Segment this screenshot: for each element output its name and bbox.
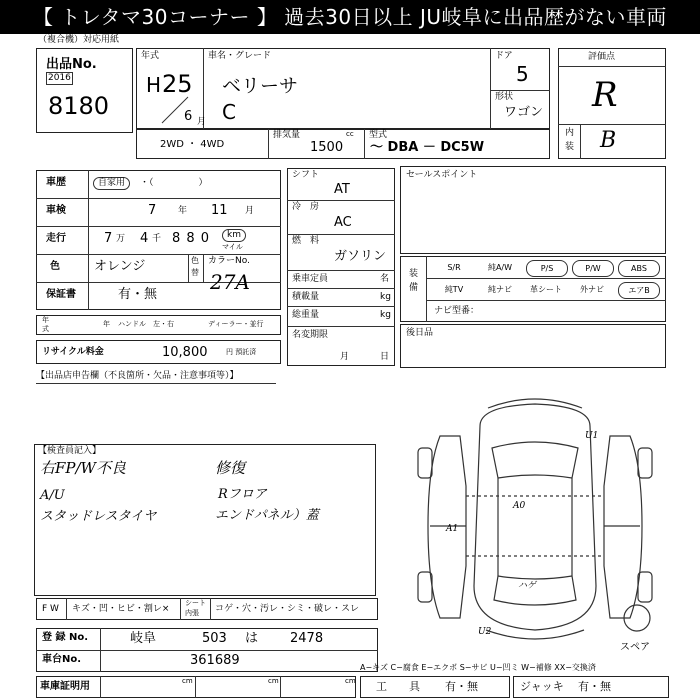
jack-value: 有・無	[578, 680, 611, 693]
color-change-2: 替	[191, 268, 199, 277]
shift-label: シフト	[292, 170, 320, 180]
equipment-item: ABS	[618, 260, 660, 277]
year-model-unit: 年	[103, 320, 110, 328]
color-change-1: 色	[191, 256, 199, 265]
displacement: 1500	[310, 140, 344, 155]
later-label: 後日品	[406, 328, 434, 338]
dealer: ディーラー・並行	[208, 320, 264, 328]
equipment-item: 純ナビ	[488, 285, 512, 294]
model-month: 6	[184, 109, 193, 124]
form-note: （複合機）対応用紙	[38, 35, 120, 45]
inspector-label: 【検査員記入】	[38, 446, 102, 456]
inspector-note-1a: 右FP/W不良	[40, 459, 126, 477]
name-change-month: 月	[340, 352, 350, 362]
score-label: 評価点	[588, 52, 616, 62]
sales-point-label: セールスポイント	[406, 170, 478, 180]
mileage-rest: 8 8 0	[172, 231, 211, 246]
tools-value: 有・無	[445, 680, 478, 693]
registration-number: 2478	[290, 631, 324, 646]
history-label: 車歴	[46, 177, 66, 188]
spare-label: スペア	[620, 642, 650, 653]
chassis-number: 361689	[190, 653, 240, 668]
shift-value: AT	[334, 182, 350, 197]
inspector-note-2b: Rフロア	[218, 487, 267, 502]
interior-label-2: 装	[565, 142, 575, 152]
capacity-unit: 名	[380, 274, 390, 284]
tools-label: 工 具	[376, 680, 420, 693]
man-unit: 万	[116, 234, 126, 244]
equipment-item: 外ナビ	[580, 285, 604, 294]
damage-legend: A−キズ C−腐食 E−エクボ S−サビ U−凹ミ W−補修 XX−交換済	[360, 663, 596, 672]
cert-label: 車庫証明用	[40, 681, 90, 692]
model-code: ～ DBA － DC5W	[370, 140, 485, 155]
registration-kana: は	[245, 631, 259, 646]
ac-value: AC	[334, 215, 352, 230]
recycle-unit: 円 預託済	[226, 348, 257, 356]
displacement-label: 排気量	[273, 130, 301, 140]
page-banner: 【 トレタマ30コーナー 】 過去30日以上 JU岐阜に出品歴がない車両	[0, 0, 700, 34]
inspector-note-3b: エンドパネル）蓋	[215, 508, 319, 523]
registration-label: 登 録 No.	[42, 632, 89, 643]
doors: 5	[516, 62, 529, 86]
inspector-note-1b: 修復	[215, 459, 246, 477]
inspection-month: 11	[211, 203, 228, 218]
damage-mark-center: A0	[513, 501, 526, 511]
fuel-value: ガソリン	[334, 249, 387, 264]
later-box	[400, 324, 666, 368]
rear-bumper	[486, 630, 584, 639]
doors-label: ドア	[495, 51, 513, 61]
color-value: オレンジ	[94, 259, 146, 274]
drive-type: 2WD ・ 4WD	[160, 139, 225, 150]
mile-unit: マイル	[222, 243, 243, 251]
inspection-year: 7	[148, 203, 157, 218]
equipment-item: 純A/W	[487, 263, 513, 272]
mileage-label: 走行	[46, 233, 66, 244]
grade: C	[222, 100, 236, 124]
chassis-label: 車台No.	[42, 654, 82, 665]
capacity-label: 乗車定員	[292, 274, 329, 284]
car-body-outline	[474, 404, 599, 630]
warranty-label: 保証書	[46, 289, 76, 300]
year-divider-icon	[160, 95, 193, 125]
fw-items: キズ・凹・ヒビ・割レ×	[72, 604, 170, 614]
year-label: 年式	[141, 51, 160, 61]
color-label: 色	[50, 261, 60, 272]
equipment-item: S/R	[447, 263, 461, 272]
equipment-item: P/S	[526, 260, 568, 277]
damage-mark-u1: U1	[585, 431, 599, 441]
km-unit: km	[222, 229, 246, 242]
cert-unit-2: cm	[268, 677, 279, 685]
car-name-label: 車名・グレード	[208, 51, 272, 61]
equipment-item: エアB	[618, 282, 660, 299]
color-no-label: カラーNo.	[208, 256, 250, 266]
name-change-label: 名変期限	[292, 330, 329, 340]
car-diagram	[400, 386, 670, 662]
registration-place: 岐阜	[130, 631, 157, 646]
right-side-outline	[604, 436, 642, 618]
seat-label-2: 内張	[185, 609, 199, 617]
sen-unit: 千	[152, 234, 162, 244]
equipment-label-1: 装	[409, 269, 419, 279]
interior-items: コゲ・穴・汚レ・シミ・破レ・スレ	[215, 604, 360, 614]
warranty-value: 有・無	[118, 287, 158, 302]
damage-mark-a1: A1	[446, 524, 459, 534]
color-number: 27A	[210, 270, 250, 294]
recycle-label: リサイクル料金	[42, 347, 104, 357]
score: R	[592, 75, 618, 115]
inspection-label: 車検	[46, 205, 66, 216]
mileage-sen: 4	[140, 231, 149, 246]
gross-unit: kg	[380, 310, 391, 320]
cert-unit-1: cm	[182, 677, 193, 685]
inspection-year-unit: 年	[178, 206, 188, 216]
name-change-day: 日	[380, 352, 390, 362]
inspector-note-2a: A/U	[40, 488, 65, 503]
history-value: 自家用	[93, 177, 130, 190]
inspector-note-3a: スタッドレスタイヤ	[40, 509, 157, 524]
registration-class: 503	[202, 631, 227, 646]
windshield	[492, 442, 578, 478]
declaration-label: 【出品店申告欄（不良箇所・欠品・注意事項等）】	[36, 371, 239, 381]
equipment-item: 革シート	[530, 285, 562, 294]
load-label: 積載量	[292, 292, 320, 302]
handle: ハンドル 左・右	[118, 320, 174, 328]
navi-model: ナビ型番：	[434, 306, 480, 316]
era: H	[146, 73, 162, 97]
mileage-man: 7	[104, 231, 113, 246]
ac-label: 冷 房	[292, 202, 320, 212]
shape-label: 形状	[495, 92, 514, 102]
interior-label-1: 内	[565, 128, 575, 138]
cert-unit-3: cm	[345, 677, 356, 685]
lot-label: 出品No.	[46, 57, 97, 72]
year-model-label-1: 年	[42, 316, 49, 324]
lot-number: 8180	[48, 92, 110, 120]
inspection-month-unit: 月	[245, 206, 255, 216]
wheel-rl	[418, 572, 432, 602]
year-model-label-2: 式	[42, 325, 49, 333]
equipment-item: P/W	[572, 260, 614, 277]
cc-unit: cc	[346, 130, 354, 138]
car-name: ベリーサ	[222, 75, 299, 97]
recycle-value: 10,800	[162, 345, 208, 360]
jack-label: ジャッキ	[520, 680, 564, 693]
interior-score: B	[600, 128, 617, 153]
damage-mark-bottom: U2	[478, 627, 492, 637]
wheel-fl	[418, 448, 432, 478]
damage-mark-haze: ハゲ	[518, 581, 537, 591]
year-tag: 2016	[48, 73, 71, 83]
model-year: 25	[162, 70, 193, 98]
equipment-item: 純TV	[444, 285, 464, 294]
wheel-fr	[638, 448, 652, 478]
wheel-rr	[638, 572, 652, 602]
month-unit: 月	[197, 117, 207, 127]
history-rest: ・（ ）	[140, 178, 208, 188]
body-shape: ワゴン	[504, 105, 544, 120]
gross-label: 総重量	[292, 310, 320, 320]
fw-label: F W	[42, 604, 59, 614]
equipment-label-2: 備	[409, 283, 419, 293]
fuel-label: 燃 料	[292, 236, 320, 246]
seat-label-1: シート	[185, 599, 206, 607]
load-unit: kg	[380, 292, 391, 302]
model-label: 型式	[369, 130, 388, 140]
